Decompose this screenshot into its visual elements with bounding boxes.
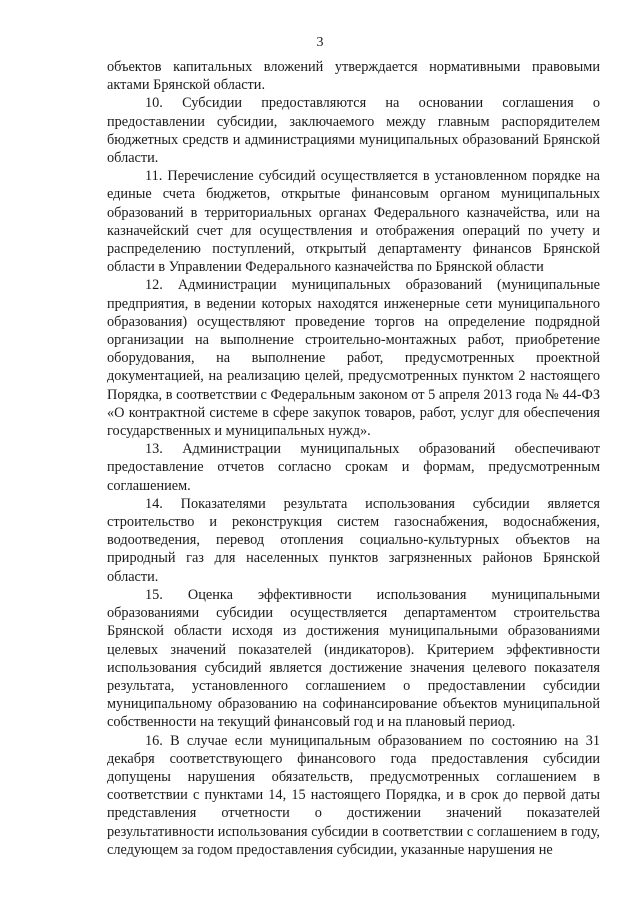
- paragraph: 10. Субсидии предоставляются на основании соглашения о предоставлении субсидии, заключаемого между главным распорядителем бюджетных средств и администрациями муниципальных образований Брянской области.: [107, 95, 600, 167]
- paragraph: 13. Администрации муниципальных образований обеспечивают предоставление отчетов согласно срокам и формам, предусмотренным соглашением.: [107, 441, 600, 494]
- paragraph: объектов капитальных вложений утверждается нормативными правовыми актами Брянской области.: [107, 59, 600, 94]
- paragraph: 14. Показателями результата использования субсидии является строительство и реконструкция систем газоснабжения, водоснабжения, водоотведения, перевод отопления социально-культурных объектов на природный газ для населенных пунктов загрязненных районов Брянской области.: [107, 495, 600, 585]
- paragraph: 15. Оценка эффективности использования муниципальными образованиями субсидии осуществляется департаментом строительства Брянской области исходя из достижения муниципальными образованиями целевых значений показателей (индикаторов). Критерием эффективности использования субсидий является достижение значения целевого показателя результата, установленного соглашением о предоставлении субсидии муниципальному образованию на софинансирование объектов муниципальной собственности на текущий финансовый год и на плановый период.: [107, 586, 600, 731]
- page-number: 3: [316, 35, 324, 50]
- paragraph: 11. Перечисление субсидий осуществляется в установленном порядке на единые счета бюджетов, открытые финансовым органом муниципальных образований в территориальных органах Федерального казначейства, или на казначейский счет для осуществления и отображения операций по учету и распределению поступлений, открытый департаменту финансов Брянской области в Управлении Федерального казначейства по Брянской области: [107, 168, 600, 276]
- paragraph: 16. В случае если муниципальным образованием по состоянию на 31 декабря соответствующего финансового года предоставления субсидии допущены нарушения обязательств, предусмотренных соглашением в соответствии с пунктами 14, 15 настоящего Порядка, и в срок до первой даты представления отчетности о достижении значений показателей результативности использования субсидии в соответствии с соглашением в году, следующем за годом предоставления субсидии, указанные нарушения не: [107, 732, 600, 858]
- paragraph: 12. Администрации муниципальных образований (муниципальные предприятия, в ведении которых находятся инженерные сети муниципального образования) осуществляют проведение торгов на определение подрядной организации на выполнение строительно-монтажных работ, приобретение оборудования, на выполнение работ, предусмотренных проектной документацией, на реализацию целей, предусмотренных пунктом 2 настоящего Порядка, в соответствии с Федеральным законом от 5 апреля 2013 года № 44-ФЗ «О контрактной системе в сфере закупок товаров, работ, услуг для обеспечения государственных и муниципальных нужд».: [107, 277, 600, 440]
- document-body: [107, 58, 600, 859]
